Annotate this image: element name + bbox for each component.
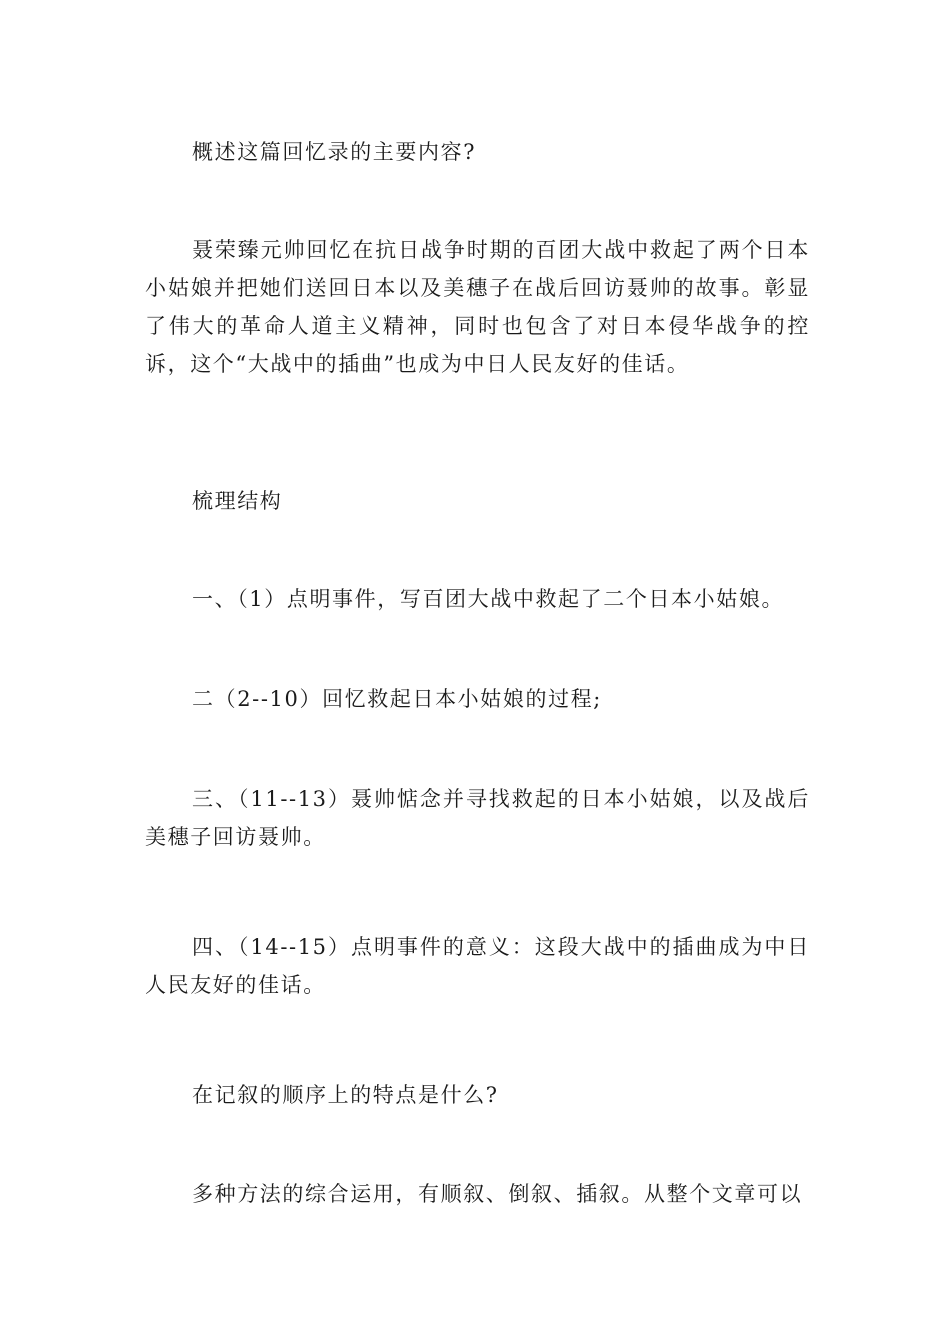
answer-summary: 聂荣臻元帅回忆在抗日战争时期的百团大战中救起了两个日本小姑娘并把她们送回日本以及美穗子在战后回访聂帅的故事。彰显了伟大的革命人道主义精神，同时也包含了对日本侵华战争的控诉，这个“大战中的插曲”也成为中日人民友好的佳话。 xyxy=(145,238,810,376)
structure-item-2: 二（2--10）回忆救起日本小姑娘的过程; xyxy=(192,687,602,711)
question-narrative-order: 在记叙的顺序上的特点是什么? xyxy=(192,1083,499,1107)
question-summary: 概述这篇回忆录的主要内容? xyxy=(192,140,477,164)
structure-item-3: 三、（11--13）聂帅惦念并寻找救起的日本小姑娘，以及战后美穗子回访聂帅。 xyxy=(145,787,810,849)
structure-item-4: 四、（14--15）点明事件的意义：这段大战中的插曲成为中日人民友好的佳话。 xyxy=(145,935,810,997)
answer-narrative-order: 多种方法的综合运用，有顺叙、倒叙、插叙。从整个文章可以 xyxy=(192,1182,803,1206)
section-heading-structure: 梳理结构 xyxy=(192,489,283,513)
structure-item-1: 一、（1）点明事件，写百团大战中救起了二个日本小姑娘。 xyxy=(192,587,785,611)
